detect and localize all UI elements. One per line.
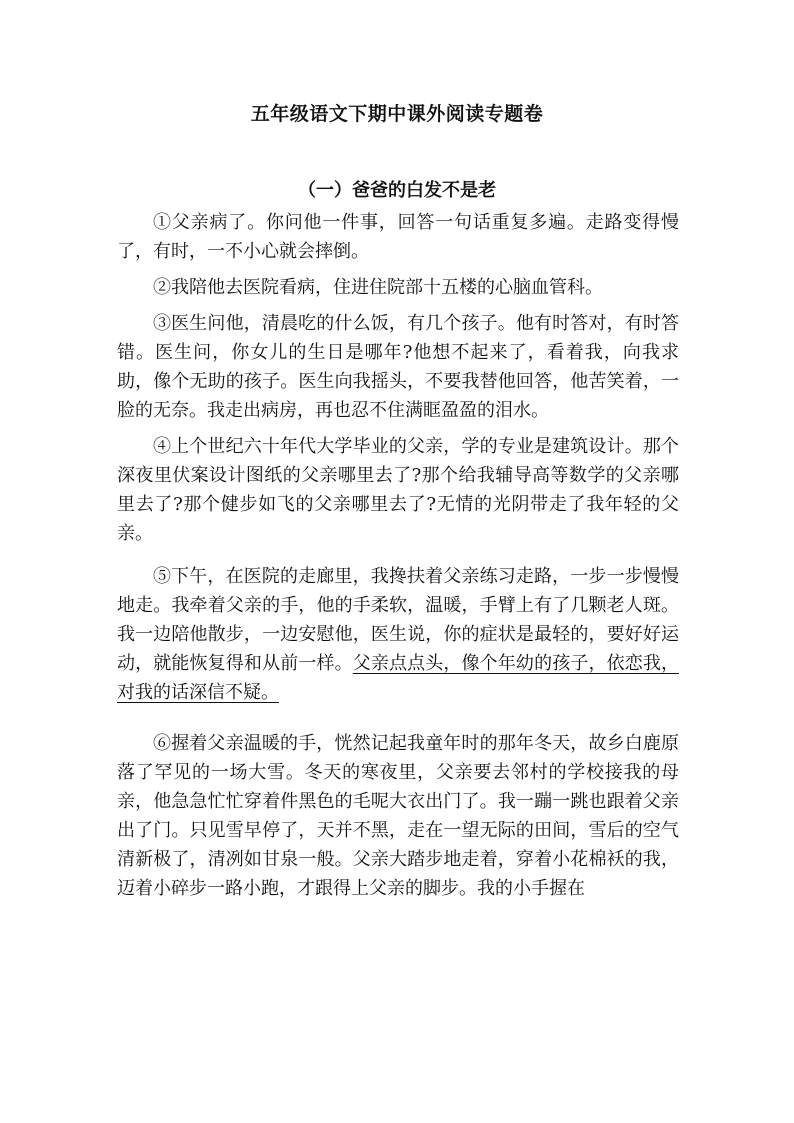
paragraph-1: ①父亲病了。你问他一件事，回答一句话重复多遍。走路变得慢了，有时，一不小心就会摔倒。: [117, 212, 679, 262]
paragraph-2: ②我陪他去医院看病，住进住院部十五楼的心脑血管科。: [153, 277, 603, 298]
section-title: （一）爸爸的白发不是老: [298, 180, 496, 201]
paragraph-5: [117, 562, 679, 707]
paragraph-4: ④上个世纪六十年代大学毕业的父亲，学的专业是建筑设计。那个深夜里伏案设计图纸的父亲哪里去了?那个给我辅导高等数学的父亲哪里去了?那个健步如飞的父亲哪里去了?无情的光阴带走了我年轻的父亲。: [117, 436, 679, 544]
article-body: [117, 208, 679, 903]
paragraph-3: ③医生问他，清晨吃的什么饭，有几个孩子。他有时答对，有时答错。医生问，你女儿的生日是哪年?他想不起来了，看着我，向我求助，像个无助的孩子。医生向我摇头，不要我替他回答，他苦笑着，一脸的无奈。我走出病房，再也忍不住满眶盈盈的泪水。: [117, 313, 679, 421]
document-title: 五年级语文下期中课外阅读专题卷: [250, 103, 544, 125]
paragraph-6: ⑥握着父亲温暖的手，恍然记起我童年时的那年冬天，故乡白鹿原落了罕见的一场大雪。冬天的寒夜里，父亲要去邻村的学校接我的母亲，他急急忙忙穿着件黑色的毛呢大衣出门了。我一蹦一跳也跟着父亲出了门。只见雪早停了，天并不黑，走在一望无际的田间，雪后的空气清新极了，清冽如甘泉一般。父亲大踏步地走着，穿着小花棉袄的我，迈着小碎步一路小跑，才跟得上父亲的脚步。我的小手握在: [117, 733, 679, 899]
paragraph-5-text: ⑤下午，在医院的走廊里，我搀扶着父亲练习走路，一步一步慢慢地走。我牵着父亲的手，他的手柔软，温暖，手臂上有了几颗老人斑。我一边陪他散步，一边安慰他，医生说，你的症状是最轻的，要好好运动，就能恢复得和从前一样。: [117, 566, 679, 674]
underlined-sentence: 父亲点点头，像个年幼的孩子，依恋我，对我的话深信不疑。: [117, 653, 679, 703]
